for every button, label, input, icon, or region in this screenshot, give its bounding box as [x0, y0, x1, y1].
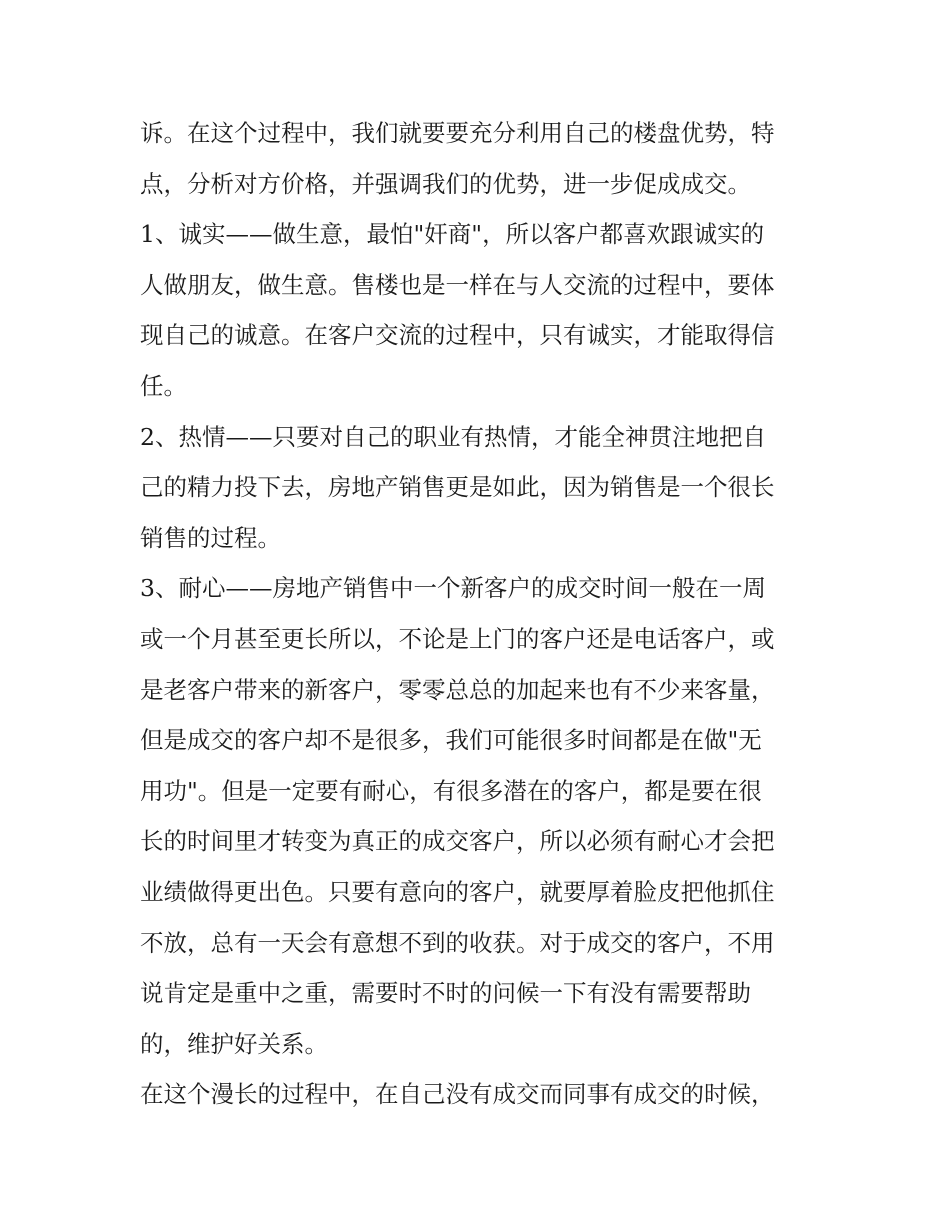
text-line-20: 在这个漫长的过程中，在自己没有成交而同事有成交的时候， [140, 1080, 775, 1109]
text-line-10: 3、耐心——房地产销售中一个新客户的成交时间一般在一周 [140, 574, 766, 603]
text-line-1: 诉。在这个过程中，我们就要要充分利用自己的楼盘优势，特 [140, 119, 775, 147]
text-line-5: 现自己的诚意。在客户交流的过程中，只有诚实，才能取得信 [140, 321, 775, 350]
text-line-19: 的，维护好关系。 [140, 1029, 328, 1058]
text-line-6: 任。 [140, 371, 187, 400]
body-text [140, 108, 820, 1120]
text-line-12: 是老客户带来的新客户，零零总总的加起来也有不少来客量， [140, 675, 775, 704]
text-line-3: 1、诚实——做生意，最怕"奸商"，所以客户都喜欢跟诚实的 [140, 220, 765, 249]
text-line-7: 2、热情——只要对自己的职业有热情，才能全神贯注地把自 [140, 422, 766, 451]
text-line-16: 业绩做得更出色。只要有意向的客户，就要厚着脸皮把他抓住 [140, 877, 775, 906]
text-line-13: 但是成交的客户却不是很多，我们可能很多时间都是在做"无 [140, 726, 762, 755]
text-line-8: 己的精力投下去，房地产销售更是如此，因为销售是一个很长 [140, 473, 775, 502]
text-line-15: 长的时间里才转变为真正的成交客户，所以必须有耐心才会把 [140, 827, 775, 856]
text-line-18: 说肯定是重中之重，需要时不时的问候一下有没有需要帮助 [140, 979, 751, 1008]
text-line-17: 不放，总有一天会有意想不到的收获。对于成交的客户，不用 [140, 928, 775, 957]
text-line-2: 点，分析对方价格，并强调我们的优势，进一步促成成交。 [140, 169, 751, 198]
text-line-14: 用功"。但是一定要有耐心，有很多潜在的客户，都是要在很 [140, 776, 762, 805]
text-line-9: 销售的过程。 [140, 523, 281, 552]
text-line-11: 或一个月甚至更长所以，不论是上门的客户还是电话客户，或 [140, 624, 775, 653]
text-line-4: 人做朋友，做生意。售楼也是一样在与人交流的过程中，要体 [140, 270, 775, 299]
